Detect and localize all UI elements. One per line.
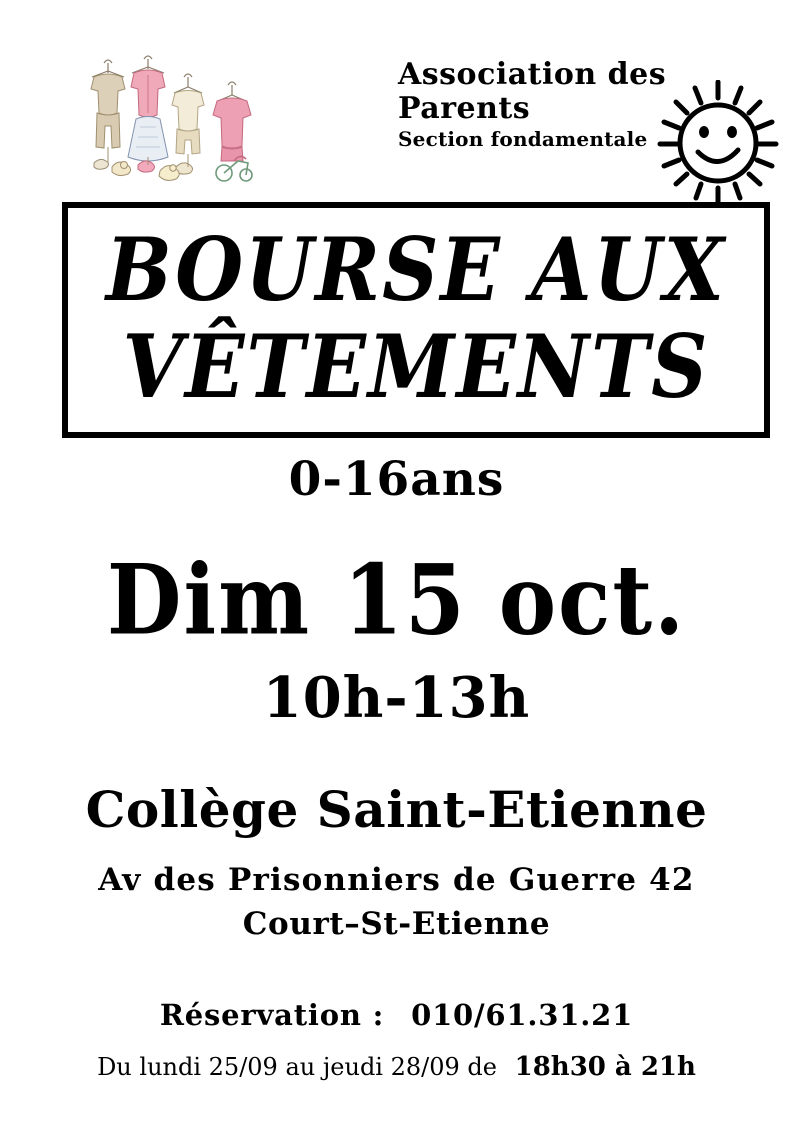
main-title-frame [62, 202, 770, 438]
venue-street: Av des Prisonniers de Guerre 42 [98, 862, 695, 898]
reservation-dates-line [0, 1052, 793, 1082]
reservation-label: Réservation : [159, 998, 385, 1032]
reservation-dates: Du lundi 25/09 au jeudi 28/09 de [97, 1053, 497, 1081]
main-title-line-2: VÊTEMENTS [122, 316, 710, 419]
venue-name: Collège Saint-Etienne [85, 780, 708, 839]
association-section: Section fondamentale [398, 127, 648, 152]
smiling-sun-icon [648, 80, 788, 205]
main-title-line-1: BOURSE AUX [105, 219, 727, 322]
reservation-line [0, 998, 793, 1032]
association-name [398, 58, 668, 151]
reservation-phone: 010/61.31.21 [411, 998, 634, 1032]
age-range: 0-16ans [288, 452, 505, 507]
association-line-2: Parents [398, 90, 531, 126]
event-date: Dim 15 oct. [106, 543, 687, 658]
reservation-dates-hours: 18h30 à 21h [514, 1052, 696, 1082]
venue-city: Court–St-Etienne [242, 906, 551, 942]
event-hours: 10h-13h [262, 665, 531, 731]
childrens-clothes-icon [72, 55, 272, 205]
poster-header [0, 40, 793, 200]
association-line-1: Association des [398, 57, 667, 92]
